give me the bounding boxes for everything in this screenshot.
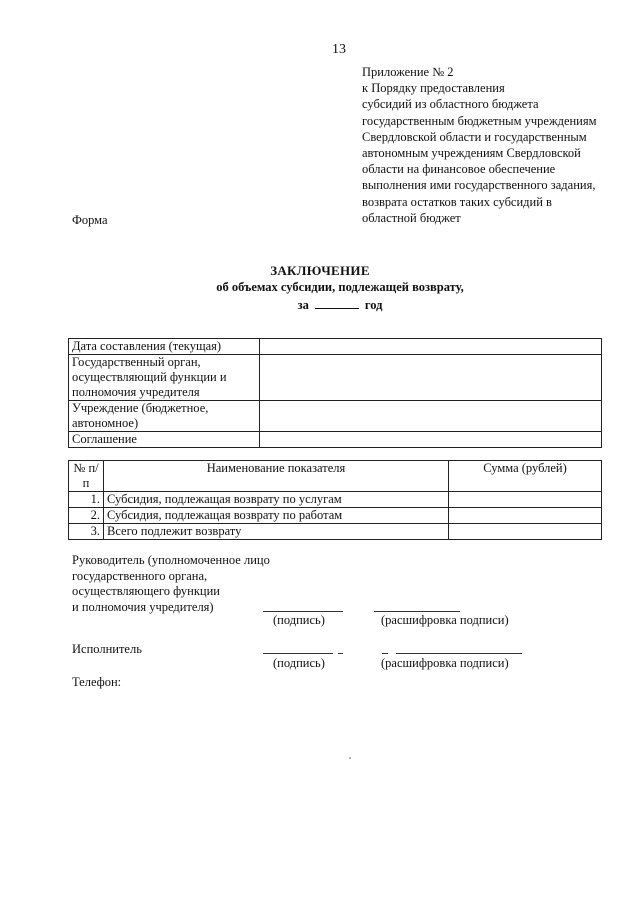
row-sum[interactable] (449, 508, 602, 524)
row-sum[interactable] (449, 524, 602, 540)
appendix-line: возврата остатков таких субсидий в (362, 194, 552, 209)
title-subtitle: об объемах субсидии, подлежащей возврату, (216, 280, 464, 294)
head-decode-caption: (расшифровка подписи) (381, 613, 509, 627)
appendix-line: области на финансовое обеспечение (362, 162, 556, 177)
form-label: Форма (72, 213, 108, 227)
phone-label: Телефон: (72, 675, 122, 689)
info-label: Соглашение (69, 432, 260, 448)
title-for: за (297, 298, 309, 312)
appendix-line: автономным учреждениям Свердловской (362, 146, 581, 161)
executor-decode-line[interactable] (396, 653, 522, 654)
info-value[interactable] (260, 339, 602, 355)
row-name: Субсидия, подлежащая возврату по работам (104, 508, 449, 524)
signature-text-line: и полномочия учредителя) (72, 599, 214, 614)
indicator-table (68, 460, 602, 540)
column-header-sum: Сумма (рублей) (449, 461, 602, 492)
info-value[interactable] (260, 432, 602, 448)
info-table (68, 338, 602, 448)
table-row (69, 524, 602, 540)
signature-text-line: осуществляющего функции (72, 584, 220, 598)
info-label: Государственный орган, осуществляющий функции и полномочия учредителя (69, 355, 260, 401)
title-year-word: год (364, 298, 383, 312)
table-row (69, 432, 602, 448)
appendix-line: выполнения ими государственного задания, (362, 178, 596, 193)
column-header-num: № п/п (69, 461, 104, 492)
table-row (69, 355, 602, 401)
info-label: Дата составления (текущая) (69, 339, 260, 355)
row-number: 3. (69, 524, 104, 540)
executor-signature-line[interactable] (263, 653, 333, 654)
document-title (0, 262, 640, 314)
head-signature-label (72, 553, 270, 615)
page-number: 13 (332, 42, 346, 57)
appendix-line: Приложение № 2 (362, 65, 454, 79)
row-name: Всего подлежит возврату (104, 524, 449, 540)
info-label: Учреждение (бюджетное, автономное) (69, 401, 260, 432)
table-header-row (69, 461, 602, 492)
table-row (69, 492, 602, 508)
appendix-line: областной бюджет (362, 210, 461, 225)
signature-text-line: Руководитель (уполномоченное лицо (72, 553, 270, 567)
column-header-name: Наименование показателя (104, 461, 449, 492)
scan-speck (349, 757, 351, 759)
row-sum[interactable] (449, 492, 602, 508)
head-signature-line[interactable] (263, 611, 343, 612)
row-number: 1. (69, 492, 104, 508)
title-main: ЗАКЛЮЧЕНИЕ (270, 263, 370, 278)
executor-label: Исполнитель (72, 642, 142, 656)
appendix-line: Свердловской области и государственным (362, 129, 587, 144)
row-number: 2. (69, 508, 104, 524)
executor-decode-dash (382, 653, 388, 654)
executor-signature-caption: (подпись) (273, 656, 325, 670)
row-name: Субсидия, подлежащая возврату по услугам (104, 492, 449, 508)
executor-decode-caption: (расшифровка подписи) (381, 656, 509, 670)
table-row (69, 401, 602, 432)
year-blank-line (315, 296, 359, 309)
executor-signature-dash (338, 653, 343, 654)
appendix-line: государственным бюджетным учреждениям (362, 113, 597, 128)
signature-text-line: государственного органа, (72, 568, 208, 583)
appendix-line: субсидий из областного бюджета (362, 97, 539, 112)
info-value[interactable] (260, 401, 602, 432)
head-decode-line[interactable] (374, 611, 460, 612)
appendix-line: к Порядку предоставления (362, 81, 505, 96)
info-value[interactable] (260, 355, 602, 401)
appendix-block (362, 64, 612, 226)
table-row (69, 339, 602, 355)
head-signature-caption: (подпись) (273, 613, 325, 627)
title-year-line (40, 296, 640, 314)
table-row (69, 508, 602, 524)
